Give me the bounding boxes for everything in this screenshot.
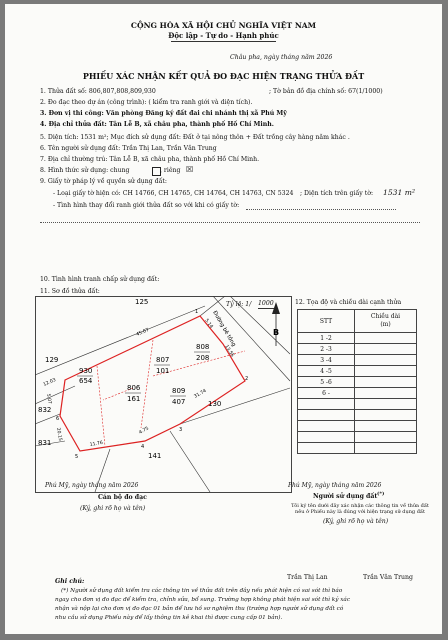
dimension-label: 4.75 <box>138 426 150 436</box>
dimension-label: 13.55 <box>223 344 235 359</box>
item-coordinates: 12. Tọa độ và chiều dài cạnh thửa <box>295 299 402 306</box>
parcel-label: 831 <box>38 439 52 447</box>
item-doc-area-label: ; Diện tích trên giấy tờ: <box>300 190 374 197</box>
neighbor-lines <box>35 296 290 492</box>
parcel-area: 208 <box>196 354 210 362</box>
sign-right-title: Người sử dụng đất <box>313 493 378 500</box>
item-parcel-number: 1. Thửa đất số: 806,807,808,809,930 <box>40 88 156 95</box>
vertex-label: 1 <box>195 309 199 315</box>
sign-right-date: Phú Mỹ, ngày tháng năm 2026 <box>288 482 382 489</box>
checkbox-rieng[interactable]: ☒ <box>186 165 194 174</box>
motto: Độc lập - Tự do - Hạnh phúc <box>168 31 279 40</box>
boundary-change-fill <box>246 209 396 210</box>
item-legal-docs: 9. Giấy tờ pháp lý về quyền sử dụng đất: <box>40 178 168 185</box>
table-cell: 3 -4 <box>298 355 355 366</box>
coordinates-table <box>297 309 417 454</box>
table-cell: 2 -3 <box>298 344 355 355</box>
vertex-label: 2 <box>245 376 249 382</box>
parcel-label: 809 <box>172 387 186 395</box>
parcel-label: 130 <box>208 400 222 408</box>
parcel-area: 161 <box>127 395 141 403</box>
dimension-label: 12.03 <box>42 377 57 388</box>
item-usage-rieng: , riêng <box>160 167 181 174</box>
north-arrow-icon <box>272 302 280 346</box>
footnote-line: nhận và nộp lại cho đơn vị đo đạc 01 bản để lưu hồ sơ nghiệm thu (trường hợp người sử dụng đất có <box>55 606 344 612</box>
item-boundary-change: - Tình hình thay đổi ranh giới thửa đất so với khi có giấy tờ: <box>53 202 240 209</box>
footnote-label: Ghi chú: <box>55 578 85 585</box>
item-doc-area-value: 1531 m² <box>383 188 415 197</box>
scale-label: Tỷ lệ: 1/ <box>226 301 252 308</box>
sign-right-sup: (*) <box>377 491 385 497</box>
parcel-label: 832 <box>38 406 52 414</box>
footnote-line: (*) Người sử dụng đất kiểm tra các thông tin về thửa đất trên đây nếu phát hiện có sai sót thì báo <box>61 588 343 594</box>
footnote-line: ngay cho đơn vị đo đạc để kiểm tra, chỉnh sửa, bổ sung. Trường hợp không phát hiện sai sót thì ký xác <box>55 597 351 603</box>
scale-value: 1000 <box>258 300 274 307</box>
vertex-label: 3 <box>179 427 183 433</box>
parcel-area: 654 <box>79 377 93 385</box>
table-header: Chiều dài (m) <box>355 310 417 333</box>
sign-right-desc: Tôi ký tên dưới đây xác nhận các thông tin về thửa đất <box>291 503 429 509</box>
sign-left-title: Cán bộ đo đạc <box>98 494 147 501</box>
dimension-label: 20.15 <box>55 427 63 442</box>
table-cell <box>298 410 355 421</box>
sign-left-note: (Ký, ghi rõ họ và tên) <box>80 505 146 512</box>
parcel-label: 808 <box>196 343 210 351</box>
sign-right-note: (Ký, ghi rõ họ và tên) <box>323 518 389 525</box>
table-cell <box>298 443 355 454</box>
parcel-label: 930 <box>79 367 93 375</box>
dimension-label: 11.76 <box>89 440 104 448</box>
footnote-line: nhu cầu sử dụng Phiếu này để lấy thông tin kê khai thì được cung cấp 01 bản). <box>55 615 283 621</box>
signer-name: Trần Thị Lan <box>287 574 328 581</box>
vertex-label: 5 <box>75 454 79 460</box>
table-cell: 4 -5 <box>298 366 355 377</box>
parcel-label: 141 <box>148 452 162 460</box>
parcel-label: 125 <box>135 298 149 306</box>
motto-underline <box>171 41 276 42</box>
table-cell: 5 -6 <box>298 377 355 388</box>
item-owner: 6. Tên người sử dụng đất: Trần Thị Lan, Trần Văn Trung <box>40 145 217 152</box>
sign-right-desc: nêu ở Phiếu này là đúng với hiện trạng sử dụng đất <box>295 509 425 515</box>
parcel-label: 806 <box>127 384 141 392</box>
table-cell <box>298 421 355 432</box>
table-cell: 1 -2 <box>298 333 355 344</box>
parcel-area: 407 <box>172 398 186 406</box>
vertex-label: 6 <box>56 416 60 422</box>
vertex-label: 4 <box>141 444 145 450</box>
item-residence: 7. Địa chỉ thường trú: Tân Lễ B, xã châu pha, thành phố Hồ Chí Minh. <box>40 156 260 163</box>
dimension-label: 45.07 <box>135 327 150 338</box>
dimension-label: 31.74 <box>193 388 208 400</box>
document-title: PHIẾU XÁC NHẬN KẾT QUẢ ĐO ĐẠC HIỆN TRẠNG THỬA ĐẤT <box>82 71 365 81</box>
table-cell <box>298 432 355 443</box>
signer-name: Trần Văn Trung <box>363 574 413 581</box>
sign-left-date: Phú Mỹ, ngày tháng năm 2026 <box>45 482 139 489</box>
item-map-sheet: ; Tờ bản đồ địa chính số: 67(1/1000) <box>269 88 383 95</box>
item-area: 5. Diện tích: 1531 m²; Mục đích sử dụng đất: Đất ở tại nông thôn + Đất trồng cây hàng năm khác . <box>40 134 350 141</box>
item-project: 2. Đo đạc theo dự án (công trình): ( kiểm tra ranh giới và diện tích). <box>40 99 253 106</box>
parcel-area: 101 <box>156 367 170 375</box>
nation-heading: CỘNG HÒA XÃ HỘI CHỦ NGHĨA VIỆT NAM <box>130 21 317 30</box>
table-cell: 6 - <box>298 388 355 399</box>
date-line: Châu pha, ngày tháng năm 2026 <box>230 54 333 61</box>
table-cell <box>298 399 355 410</box>
item-dispute: 10. Tình hình tranh chấp sử dụng đất: <box>40 276 160 283</box>
item-parcel-address: 4. Địa chỉ thửa đất: Tân Lễ B, xã châu pha, thành phố Hồ Chí Minh. <box>40 121 274 128</box>
item-usage-form: 8. Hình thức sử dụng: chung <box>40 167 130 174</box>
blank-line <box>40 222 420 223</box>
parcel-sketch <box>35 296 291 492</box>
north-label: B <box>273 328 280 337</box>
dimension-label: 5.07 <box>45 393 52 405</box>
table-header: STT <box>298 310 355 333</box>
item-sketch: 11. Sơ đồ thửa đất: <box>40 288 100 295</box>
item-doc-types: - Loại giấy tờ hiện có: CH 14766, CH 14765, CH 14764, CH 14763, CN 5324 <box>53 190 294 197</box>
dimension-label: 5.14 <box>203 318 214 330</box>
item-contractor: 3. Đơn vị thi công: Văn phòng Đăng ký đất đai chi nhánh thị xã Phú Mỹ <box>40 110 287 117</box>
parcel-label: 129 <box>45 356 59 364</box>
road-label: Đường bê tông <box>211 310 237 348</box>
document-page <box>5 4 442 634</box>
parcel-label: 807 <box>156 356 170 364</box>
